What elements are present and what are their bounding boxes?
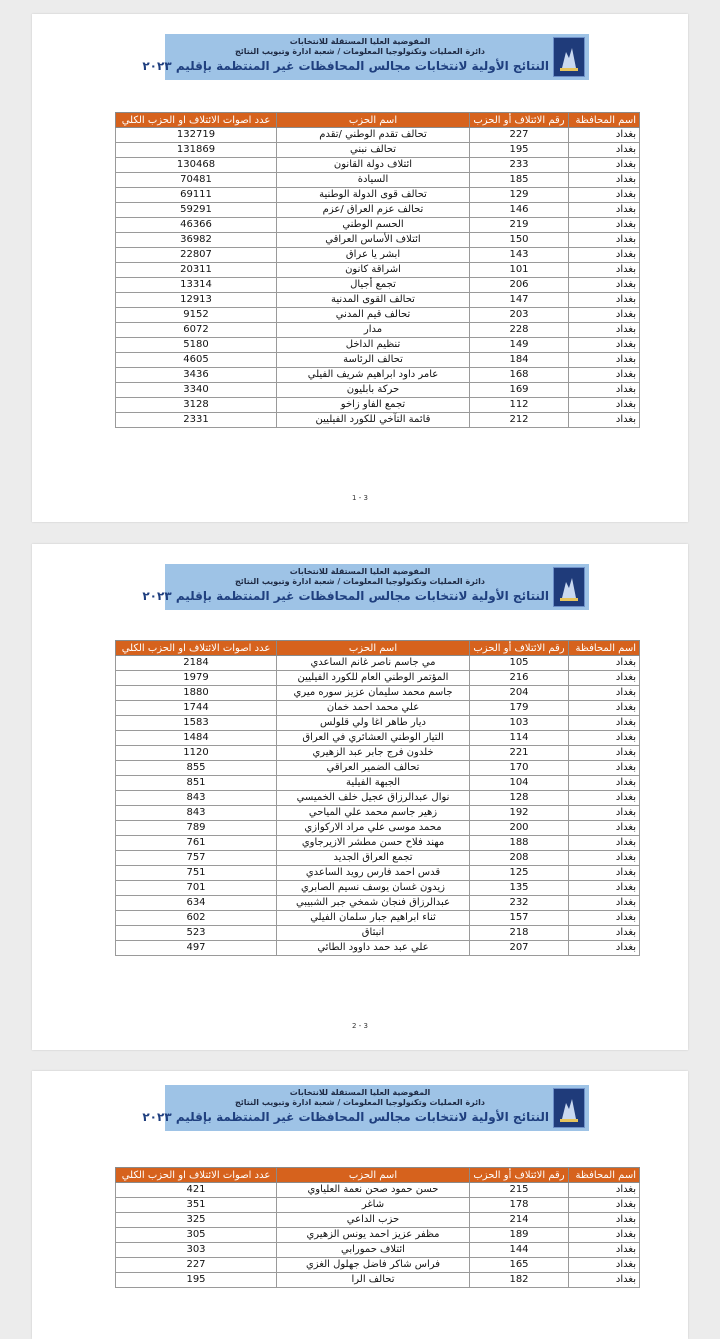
cell-party-name: قائمة التآخي للكورد الفيليين (277, 413, 470, 428)
cell-party-name: التيار الوطني العشائري في العراق (277, 731, 470, 746)
cell-votes: 130468 (116, 158, 277, 173)
cell-votes: 3436 (116, 368, 277, 383)
cell-votes: 634 (116, 896, 277, 911)
cell-votes: 303 (116, 1243, 277, 1258)
cell-number: 112 (470, 398, 569, 413)
cell-votes: 325 (116, 1213, 277, 1228)
cell-number: 212 (470, 413, 569, 428)
commission-logo (553, 567, 585, 607)
cell-governorate: بغداد (569, 941, 640, 956)
cell-votes: 59291 (116, 203, 277, 218)
cell-votes: 69111 (116, 188, 277, 203)
table-row (116, 173, 640, 188)
table-row (116, 866, 640, 881)
cell-governorate: بغداد (569, 806, 640, 821)
table-row (116, 413, 640, 428)
cell-number: 165 (470, 1258, 569, 1273)
cell-party-name: ديار طاهر اغا ولي قلولس (277, 716, 470, 731)
cell-governorate: بغداد (569, 866, 640, 881)
cell-number: 114 (470, 731, 569, 746)
cell-number: 232 (470, 896, 569, 911)
cell-votes: 751 (116, 866, 277, 881)
table-row (116, 1183, 640, 1198)
header-line1: المفوضية العليا المستقلة للانتخابات (289, 37, 431, 46)
cell-party-name: ائتلاف حمورابي (277, 1243, 470, 1258)
cell-governorate: بغداد (569, 1213, 640, 1228)
header-banner (142, 1085, 589, 1131)
col-votes: عدد اصوات الائتلاف او الحزب الكلي (116, 113, 277, 128)
cell-party-name: السيادة (277, 173, 470, 188)
cell-governorate: بغداد (569, 308, 640, 323)
cell-number: 219 (470, 218, 569, 233)
table-row (116, 791, 640, 806)
cell-number: 157 (470, 911, 569, 926)
col-number: رقم الائتلاف أو الحزب (470, 1168, 569, 1183)
cell-party-name: الحسم الوطني (277, 218, 470, 233)
table-row (116, 941, 640, 956)
cell-party-name: تحالف قيم المدني (277, 308, 470, 323)
cell-party-name: نوال عبدالرزاق عجيل خلف الخميسي (277, 791, 470, 806)
cell-votes: 1880 (116, 686, 277, 701)
col-governorate: اسم المحافظة (569, 641, 640, 656)
table-row (116, 656, 640, 671)
cell-governorate: بغداد (569, 1258, 640, 1273)
cell-number: 184 (470, 353, 569, 368)
cell-governorate: بغداد (569, 776, 640, 791)
table-row (116, 308, 640, 323)
table-row (116, 203, 640, 218)
table-row (116, 1213, 640, 1228)
table-row (116, 896, 640, 911)
table-row (116, 716, 640, 731)
cell-votes: 1744 (116, 701, 277, 716)
table-row (116, 731, 640, 746)
col-votes: عدد اصوات الائتلاف او الحزب الكلي (116, 1168, 277, 1183)
cell-votes: 131869 (116, 143, 277, 158)
header-banner (142, 34, 589, 80)
cell-governorate: بغداد (569, 143, 640, 158)
table-row (116, 383, 640, 398)
cell-governorate: بغداد (569, 1183, 640, 1198)
table-row (116, 926, 640, 941)
table-row (116, 836, 640, 851)
document-page-2 (32, 544, 688, 1050)
table-header-row (116, 641, 640, 656)
cell-number: 200 (470, 821, 569, 836)
cell-votes: 195 (116, 1273, 277, 1288)
cell-party-name: تحالف نبني (277, 143, 470, 158)
cell-votes: 1979 (116, 671, 277, 686)
col-number: رقم الائتلاف أو الحزب (470, 113, 569, 128)
cell-number: 135 (470, 881, 569, 896)
cell-governorate: بغداد (569, 761, 640, 776)
cell-party-name: علي محمد احمد خمان (277, 701, 470, 716)
cell-number: 182 (470, 1273, 569, 1288)
cell-number: 189 (470, 1228, 569, 1243)
cell-governorate: بغداد (569, 158, 640, 173)
cell-votes: 855 (116, 761, 277, 776)
cell-votes: 9152 (116, 308, 277, 323)
cell-number: 129 (470, 188, 569, 203)
cell-number: 144 (470, 1243, 569, 1258)
cell-votes: 6072 (116, 323, 277, 338)
col-party-name: اسم الحزب (277, 1168, 470, 1183)
cell-party-name: زيدون غسان يوسف نسيم الصابري (277, 881, 470, 896)
cell-governorate: بغداد (569, 323, 640, 338)
cell-number: 169 (470, 383, 569, 398)
table-row (116, 293, 640, 308)
cell-party-name: تحالف الرئاسة (277, 353, 470, 368)
header-line2: دائرة العمليات وتكنولوجيا المعلومات / شعبة ادارة وتبويب النتائج (234, 577, 486, 586)
cell-governorate: بغداد (569, 128, 640, 143)
cell-votes: 46366 (116, 218, 277, 233)
cell-party-name: تنظيم الداخل (277, 338, 470, 353)
cell-governorate: بغداد (569, 248, 640, 263)
col-party-name: اسم الحزب (277, 641, 470, 656)
table-row (116, 188, 640, 203)
cell-governorate: بغداد (569, 278, 640, 293)
cell-party-name: عامر داود ابراهيم شريف الفيلي (277, 368, 470, 383)
header-title: النتائج الأولية لانتخابات مجالس المحافظات غير المنتظمة بإقليم ٢٠٢٣ (142, 589, 549, 603)
cell-number: 149 (470, 338, 569, 353)
header-line2: دائرة العمليات وتكنولوجيا المعلومات / شعبة ادارة وتبويب النتائج (234, 47, 486, 56)
cell-governorate: بغداد (569, 881, 640, 896)
cell-party-name: تحالف الضمير العراقي (277, 761, 470, 776)
cell-number: 206 (470, 278, 569, 293)
cell-party-name: حزب الداعي (277, 1213, 470, 1228)
table-row (116, 761, 640, 776)
cell-number: 103 (470, 716, 569, 731)
cell-governorate: بغداد (569, 1243, 640, 1258)
table-row (116, 701, 640, 716)
commission-logo (553, 37, 585, 77)
cell-votes: 132719 (116, 128, 277, 143)
cell-votes: 20311 (116, 263, 277, 278)
table-row (116, 1198, 640, 1213)
cell-governorate: بغداد (569, 686, 640, 701)
cell-party-name: فراس شاكر فاضل جهلول الغزي (277, 1258, 470, 1273)
cell-governorate: بغداد (569, 671, 640, 686)
table-row (116, 323, 640, 338)
cell-number: 170 (470, 761, 569, 776)
table-row (116, 671, 640, 686)
cell-number: 150 (470, 233, 569, 248)
table-row (116, 851, 640, 866)
table-row (116, 263, 640, 278)
cell-party-name: خلدون فرج جابر عبد الزهيري (277, 746, 470, 761)
cell-party-name: حركة بابليون (277, 383, 470, 398)
cell-governorate: بغداد (569, 353, 640, 368)
cell-number: 147 (470, 293, 569, 308)
cell-governorate: بغداد (569, 791, 640, 806)
cell-number: 228 (470, 323, 569, 338)
cell-votes: 351 (116, 1198, 277, 1213)
cell-number: 204 (470, 686, 569, 701)
cell-number: 216 (470, 671, 569, 686)
col-governorate: اسم المحافظة (569, 1168, 640, 1183)
table-row (116, 806, 640, 821)
table-row (116, 248, 640, 263)
cell-party-name: تجمع أجيال (277, 278, 470, 293)
cell-governorate: بغداد (569, 413, 640, 428)
cell-party-name: اشراقة كانون (277, 263, 470, 278)
results-table-3 (115, 1167, 640, 1288)
table-row (116, 776, 640, 791)
cell-votes: 761 (116, 836, 277, 851)
cell-votes: 3340 (116, 383, 277, 398)
cell-party-name: تجمع الفاو زاخو (277, 398, 470, 413)
cell-votes: 2184 (116, 656, 277, 671)
cell-votes: 843 (116, 791, 277, 806)
header-line1: المفوضية العليا المستقلة للانتخابات (289, 1088, 431, 1097)
cell-votes: 70481 (116, 173, 277, 188)
cell-governorate: بغداد (569, 383, 640, 398)
cell-votes: 305 (116, 1228, 277, 1243)
cell-number: 105 (470, 656, 569, 671)
cell-party-name: قدس احمد فارس رويد الساعدي (277, 866, 470, 881)
cell-votes: 36982 (116, 233, 277, 248)
table-row (116, 368, 640, 383)
cell-number: 227 (470, 128, 569, 143)
cell-number: 179 (470, 701, 569, 716)
commission-logo (553, 1088, 585, 1128)
cell-number: 203 (470, 308, 569, 323)
cell-governorate: بغداد (569, 926, 640, 941)
cell-number: 195 (470, 143, 569, 158)
table-row (116, 1243, 640, 1258)
cell-votes: 602 (116, 911, 277, 926)
header-title: النتائج الأولية لانتخابات مجالس المحافظات غير المنتظمة بإقليم ٢٠٢٣ (142, 59, 549, 73)
table-row (116, 1228, 640, 1243)
cell-votes: 227 (116, 1258, 277, 1273)
cell-governorate: بغداد (569, 731, 640, 746)
table-row (116, 278, 640, 293)
cell-governorate: بغداد (569, 896, 640, 911)
cell-governorate: بغداد (569, 338, 640, 353)
cell-votes: 789 (116, 821, 277, 836)
cell-number: 104 (470, 776, 569, 791)
results-table-2 (115, 640, 640, 956)
cell-party-name: تحالف عزم العراق /عزم (277, 203, 470, 218)
cell-number: 218 (470, 926, 569, 941)
cell-number: 168 (470, 368, 569, 383)
cell-governorate: بغداد (569, 656, 640, 671)
cell-number: 128 (470, 791, 569, 806)
cell-votes: 421 (116, 1183, 277, 1198)
cell-party-name: محمد موسى علي مراد الاركوازي (277, 821, 470, 836)
cell-governorate: بغداد (569, 836, 640, 851)
cell-party-name: مهند فلاح حسن مطشر الازيرجاوي (277, 836, 470, 851)
cell-governorate: بغداد (569, 218, 640, 233)
cell-governorate: بغداد (569, 851, 640, 866)
cell-governorate: بغداد (569, 746, 640, 761)
header-banner (142, 564, 589, 610)
table-header-row (116, 1168, 640, 1183)
cell-votes: 1583 (116, 716, 277, 731)
table-row (116, 218, 640, 233)
table-row (116, 338, 640, 353)
col-votes: عدد اصوات الائتلاف او الحزب الكلي (116, 641, 277, 656)
cell-number: 188 (470, 836, 569, 851)
cell-number: 101 (470, 263, 569, 278)
cell-number: 215 (470, 1183, 569, 1198)
page-number: 2 - 3 (352, 1022, 368, 1030)
cell-governorate: بغداد (569, 233, 640, 248)
cell-party-name: زهير جاسم محمد علي المياحي (277, 806, 470, 821)
cell-party-name: حسن حمود صحن نعمة العلياوي (277, 1183, 470, 1198)
cell-number: 192 (470, 806, 569, 821)
cell-votes: 701 (116, 881, 277, 896)
table-row (116, 143, 640, 158)
cell-party-name: مدار (277, 323, 470, 338)
table-row (116, 128, 640, 143)
header-line2: دائرة العمليات وتكنولوجيا المعلومات / شعبة ادارة وتبويب النتائج (234, 1098, 486, 1107)
col-number: رقم الائتلاف أو الحزب (470, 641, 569, 656)
cell-governorate: بغداد (569, 1198, 640, 1213)
cell-votes: 5180 (116, 338, 277, 353)
cell-votes: 13314 (116, 278, 277, 293)
cell-party-name: عبدالرزاق فنجان شمخي جبر الشبيبي (277, 896, 470, 911)
col-party-name: اسم الحزب (277, 113, 470, 128)
cell-governorate: بغداد (569, 368, 640, 383)
col-governorate: اسم المحافظة (569, 113, 640, 128)
cell-party-name: مي جاسم ناصر غانم الساعدي (277, 656, 470, 671)
cell-party-name: شاغر (277, 1198, 470, 1213)
results-table-1 (115, 112, 640, 428)
cell-governorate: بغداد (569, 398, 640, 413)
cell-votes: 3128 (116, 398, 277, 413)
document-page-3 (32, 1071, 688, 1339)
cell-party-name: تحالف الرا (277, 1273, 470, 1288)
cell-party-name: علي عبد حمد داوود الطائي (277, 941, 470, 956)
cell-number: 208 (470, 851, 569, 866)
cell-number: 125 (470, 866, 569, 881)
table-row (116, 911, 640, 926)
table-row (116, 686, 640, 701)
cell-governorate: بغداد (569, 1228, 640, 1243)
cell-votes: 4605 (116, 353, 277, 368)
cell-number: 221 (470, 746, 569, 761)
cell-votes: 22807 (116, 248, 277, 263)
cell-votes: 523 (116, 926, 277, 941)
cell-party-name: تحالف القوى المدنية (277, 293, 470, 308)
cell-governorate: بغداد (569, 701, 640, 716)
cell-votes: 2331 (116, 413, 277, 428)
cell-votes: 12913 (116, 293, 277, 308)
cell-party-name: مظفر عزيز احمد يونس الزهيري (277, 1228, 470, 1243)
cell-votes: 851 (116, 776, 277, 791)
cell-number: 178 (470, 1198, 569, 1213)
cell-party-name: تحالف قوى الدولة الوطنية (277, 188, 470, 203)
cell-number: 207 (470, 941, 569, 956)
cell-party-name: تجمع العراق الجديد (277, 851, 470, 866)
cell-party-name: المؤتمر الوطني العام للكورد الفيليين (277, 671, 470, 686)
cell-votes: 1120 (116, 746, 277, 761)
cell-votes: 757 (116, 851, 277, 866)
cell-governorate: بغداد (569, 173, 640, 188)
document-page-1 (32, 14, 688, 522)
cell-governorate: بغداد (569, 716, 640, 731)
cell-number: 233 (470, 158, 569, 173)
cell-governorate: بغداد (569, 293, 640, 308)
table-row (116, 1258, 640, 1273)
cell-votes: 1484 (116, 731, 277, 746)
table-row (116, 233, 640, 248)
cell-party-name: الجبهة الفيلية (277, 776, 470, 791)
cell-number: 214 (470, 1213, 569, 1228)
cell-party-name: ثناء ابراهيم جبار سلمان الفيلي (277, 911, 470, 926)
cell-party-name: ائتلاف الأساس العراقي (277, 233, 470, 248)
cell-number: 146 (470, 203, 569, 218)
table-row (116, 1273, 640, 1288)
table-header-row (116, 113, 640, 128)
cell-governorate: بغداد (569, 188, 640, 203)
cell-party-name: ابشر يا عراق (277, 248, 470, 263)
cell-governorate: بغداد (569, 821, 640, 836)
cell-number: 143 (470, 248, 569, 263)
header-title: النتائج الأولية لانتخابات مجالس المحافظات غير المنتظمة بإقليم ٢٠٢٣ (142, 1110, 549, 1124)
table-row (116, 746, 640, 761)
page-number: 1 - 3 (352, 494, 368, 502)
header-line1: المفوضية العليا المستقلة للانتخابات (289, 567, 431, 576)
cell-governorate: بغداد (569, 203, 640, 218)
cell-party-name: انبثاق (277, 926, 470, 941)
table-row (116, 881, 640, 896)
cell-party-name: جاسم محمد سليمان عزيز سوره ميري (277, 686, 470, 701)
cell-votes: 497 (116, 941, 277, 956)
cell-party-name: تحالف تقدم الوطني /تقدم (277, 128, 470, 143)
cell-votes: 843 (116, 806, 277, 821)
table-row (116, 398, 640, 413)
cell-number: 185 (470, 173, 569, 188)
table-row (116, 353, 640, 368)
cell-governorate: بغداد (569, 911, 640, 926)
cell-governorate: بغداد (569, 263, 640, 278)
cell-party-name: ائتلاف دولة القانون (277, 158, 470, 173)
cell-governorate: بغداد (569, 1273, 640, 1288)
table-row (116, 821, 640, 836)
table-row (116, 158, 640, 173)
